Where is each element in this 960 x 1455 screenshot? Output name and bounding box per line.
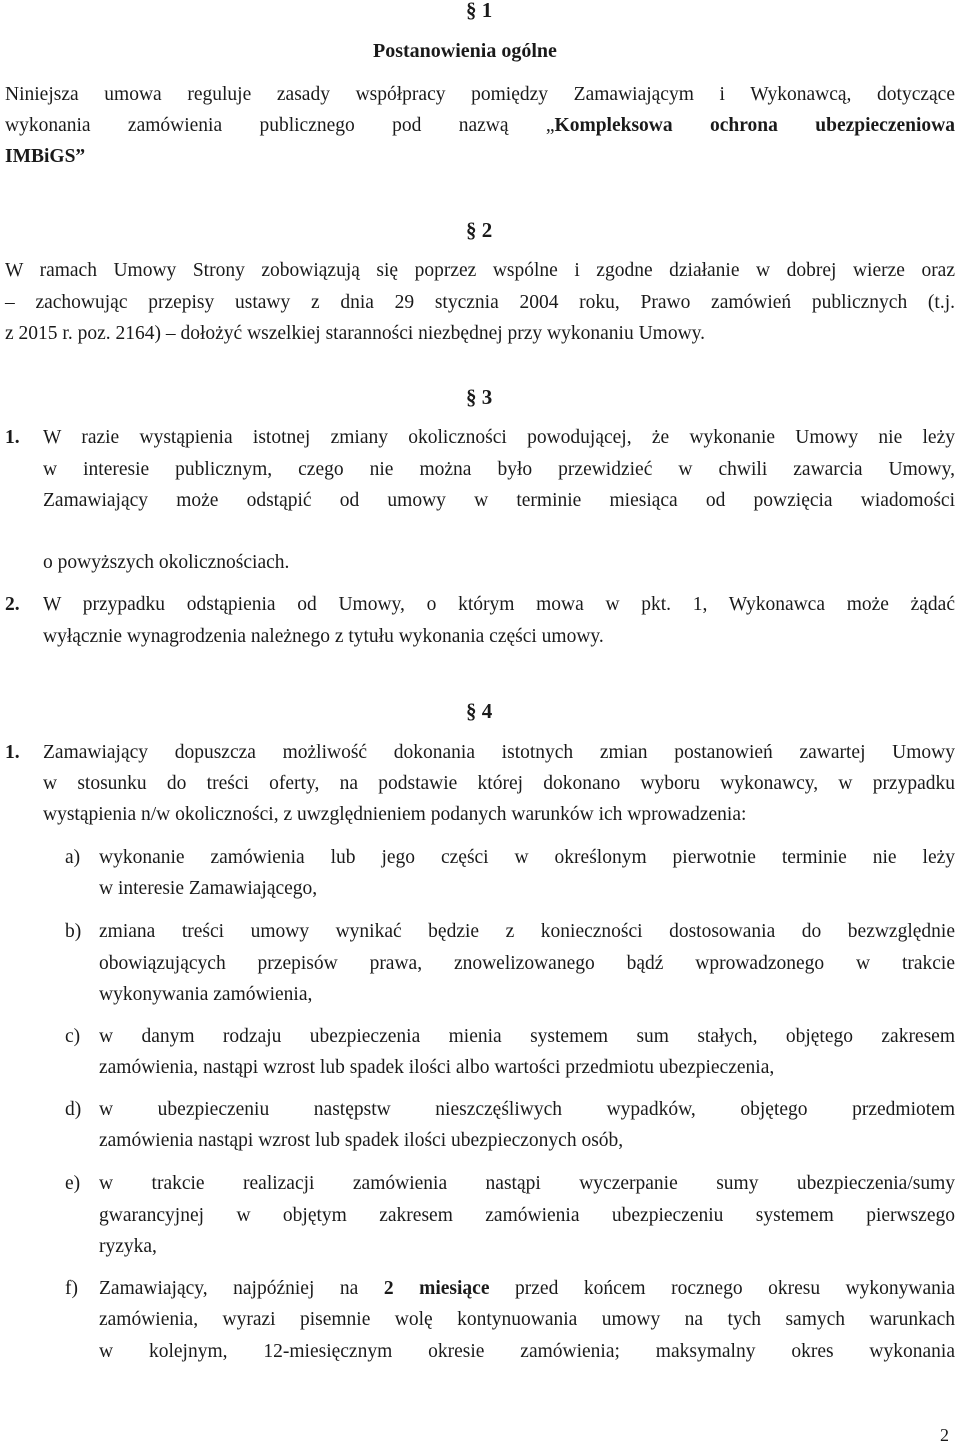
section-1-line-3 xyxy=(5,146,85,168)
list-item-f-text-end: przed końcem rocznego okresu wykonywania xyxy=(489,1278,955,1299)
list-item-e-label: e) xyxy=(65,1173,81,1194)
list-item-e-line-3: ryzyka, xyxy=(99,1236,157,1257)
contract-name-end: IMBiGS” xyxy=(5,146,86,167)
section-3-point-2-number: 2. xyxy=(5,594,20,615)
section-4-marker: § 4 xyxy=(466,699,493,723)
section-2-marker: § 2 xyxy=(466,218,493,242)
section-3-point-1-line-2: w interesie publicznym, czego nie można było przewidzieć w chwili zawarcia Umowy, xyxy=(43,459,955,480)
list-item-f-line-1 xyxy=(99,1278,955,1300)
list-item-f-line-2: zamówienia, wyrazi pisemnie wolę kontynuowania umowy na tych samych warunkach xyxy=(99,1309,955,1330)
list-item-f-deadline: 2 miesiące xyxy=(383,1278,490,1299)
section-3-point-1-number: 1. xyxy=(5,427,20,448)
section-4-point-1-number: 1. xyxy=(5,742,20,763)
list-item-c-line-2: zamówienia, nastąpi wzrost lub spadek ilości albo wartości przedmiotu ubezpieczenia, xyxy=(99,1057,775,1078)
section-3-point-2-line-2: wyłącznie wynagrodzenia należnego z tytułu wykonania części umowy. xyxy=(43,626,604,647)
page-number: 2 xyxy=(940,1425,949,1445)
section-1-line-2 xyxy=(5,115,955,137)
list-item-a-line-1: wykonanie zamówienia lub jego części w określonym pierwotnie terminie nie leży xyxy=(99,847,955,868)
list-item-a-label: a) xyxy=(65,847,81,868)
list-item-e-line-1: w trakcie realizacji zamówienia nastąpi wyczerpanie sumy ubezpieczenia/sumy xyxy=(99,1173,955,1194)
list-item-b-line-1: zmiana treści umowy wynikać będzie z konieczności dostosowania do bezwzględnie xyxy=(99,921,955,942)
list-item-b-line-2: obowiązujących przepisów prawa, znowelizowanego bądź wprowadzonego w trakcie xyxy=(99,953,955,974)
section-4-point-1-line-2: w stosunku do treści oferty, na podstawie której dokonano wyboru wykonawcy, w przypadku xyxy=(43,773,955,794)
section-2-line-3: z 2015 r. poz. 2164) – dołożyć wszelkiej staranności niezbędnej przy wykonaniu Umowy. xyxy=(5,323,706,344)
section-1-heading: Postanowienia ogólne xyxy=(373,40,557,62)
list-item-e-line-2: gwarancyjnej w objętym zakresem zamówienia ubezpieczeniu systemem pierwszego xyxy=(99,1205,955,1226)
section-3-marker: § 3 xyxy=(466,385,493,409)
list-item-d-line-2: zamówienia nastąpi wzrost lub spadek ilości ubezpieczonych osób, xyxy=(99,1130,624,1151)
section-2-line-2: – zachowując przepisy ustawy z dnia 29 stycznia 2004 roku, Prawo zamówień publicznych (t.j. xyxy=(5,292,955,313)
section-4-point-1-line-3: wystąpienia n/w okoliczności, z uwzględnieniem podanych warunków ich wprowadzenia: xyxy=(43,804,747,825)
list-item-b-line-3: wykonywania zamówienia, xyxy=(99,984,313,1005)
list-item-c-line-1: w danym rodzaju ubezpieczenia mienia systemem sum stałych, objętego zakresem xyxy=(99,1026,955,1047)
list-item-b-label: b) xyxy=(65,921,82,942)
section-3-point-1-line-1: W razie wystąpienia istotnej zmiany okoliczności powodującej, że wykonanie Umowy nie leży xyxy=(43,427,955,448)
list-item-f-line-3: w kolejnym, 12-miesięcznym okresie zamówienia; maksymalny okres wykonania xyxy=(99,1341,955,1362)
list-item-f-label: f) xyxy=(65,1278,78,1299)
section-1-line-1: Niniejsza umowa reguluje zasady współpracy pomiędzy Zamawiającym i Wykonawcą, dotyczące xyxy=(5,84,955,105)
list-item-a-line-2: w interesie Zamawiającego, xyxy=(99,878,318,899)
section-3-point-1-line-3: Zamawiający może odstąpić od umowy w terminie miesiąca od powzięcia wiadomości xyxy=(43,490,955,511)
section-3-point-1-line-4: o powyższych okolicznościach. xyxy=(43,552,290,573)
list-item-c-label: c) xyxy=(65,1026,81,1047)
list-item-f-text-start: Zamawiający, najpóźniej na xyxy=(99,1278,384,1299)
section-3-point-2-line-1: W przypadku odstąpienia od Umowy, o którym mowa w pkt. 1, Wykonawca może żądać xyxy=(43,594,955,615)
list-item-d-line-1: w ubezpieczeniu następstw nieszczęśliwych wypadków, objętego przedmiotem xyxy=(99,1099,955,1120)
contract-name-prefix: wykonania zamówienia publicznego pod nazwą „ xyxy=(5,115,555,136)
contract-name: Kompleksowa ochrona ubezpieczeniowa xyxy=(554,115,955,136)
section-4-point-1-line-1: Zamawiający dopuszcza możliwość dokonania istotnych zmian postanowień zawartej Umowy xyxy=(43,742,955,763)
section-2-line-1: W ramach Umowy Strony zobowiązują się poprzez wspólne i zgodne działanie w dobrej wierze oraz xyxy=(5,260,955,281)
list-item-d-label: d) xyxy=(65,1099,82,1120)
section-1-marker: § 1 xyxy=(466,0,493,22)
